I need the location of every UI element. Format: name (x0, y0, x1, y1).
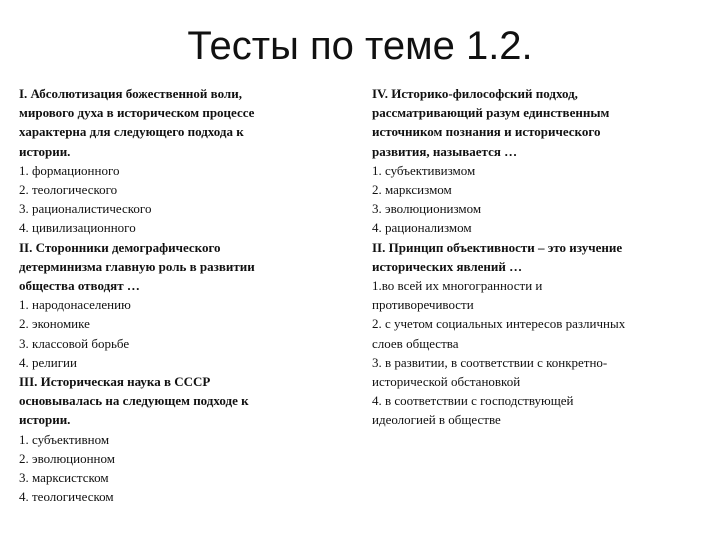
answer-line: 4. рационализмом (372, 220, 472, 236)
question-line: IV. Историко-философский подход, (372, 86, 578, 101)
question-line: мирового духа в историческом процессе (19, 105, 255, 121)
answer-line: 3. в развитии, в соответствии с конкретно- (372, 354, 608, 370)
question-text (372, 84, 702, 161)
right-column (372, 84, 702, 430)
question-block (19, 84, 349, 238)
question-text (19, 238, 349, 296)
answer-line: 1. субъективизмом (372, 162, 476, 178)
answer-option (372, 199, 702, 218)
question-text (19, 84, 349, 161)
question-line: истории. (19, 412, 71, 428)
question-line: общества отводят … (19, 278, 140, 294)
answer-option (372, 180, 702, 199)
answer-line: 4. цивилизационного (19, 220, 136, 236)
answer-line: 3. классовой борьбе (19, 335, 130, 351)
answer-option (19, 334, 349, 353)
question-line: III. Историческая наука в СССР (19, 374, 211, 390)
answer-line: 3. эволюционизмом (372, 201, 482, 217)
question-line: исторических явлений … (372, 258, 523, 274)
answer-line: идеологией в обществе (372, 412, 501, 428)
answer-option (372, 314, 702, 352)
answer-option (19, 468, 349, 487)
answer-line: противоречивости (372, 297, 474, 313)
answer-line: 4. теологическом (19, 489, 114, 505)
answer-option (19, 314, 349, 333)
answer-line: 4. в соответствии с господствующей (372, 393, 574, 409)
answer-option (372, 276, 702, 314)
question-block (19, 372, 349, 506)
answer-line: 1. субъективном (19, 431, 110, 447)
answer-option (372, 218, 702, 237)
question-line: I. Абсолютизация божественной воли, (19, 86, 242, 101)
answer-option (19, 180, 349, 199)
answer-line: 2. марксизмом (372, 182, 452, 198)
answer-option (19, 487, 349, 506)
answer-option (19, 449, 349, 468)
slide-title: Тесты по теме 1.2. (187, 24, 533, 68)
question-line: детерминизма главную роль в развитии (19, 258, 255, 274)
question-line: рассматривающий разум единственным (372, 105, 610, 121)
answer-option (19, 199, 349, 218)
answer-option (372, 391, 702, 429)
question-block (19, 238, 349, 372)
answer-line: 1. формационного (19, 162, 120, 178)
question-line: развития, называется … (372, 143, 518, 159)
question-text (19, 372, 349, 430)
question-block (372, 238, 702, 430)
answer-line: 1.во всей их многогранности и (372, 278, 543, 294)
question-line: II. Сторонники демографического (19, 239, 221, 255)
answer-option (19, 295, 349, 314)
answer-line: 2. эволюционном (19, 450, 115, 466)
answer-option (19, 353, 349, 372)
answer-line: 4. религии (19, 354, 77, 370)
answer-option (19, 430, 349, 449)
answer-option (19, 218, 349, 237)
answer-line: слоев общества (372, 335, 459, 351)
answer-line: 3. рационалистического (19, 201, 152, 217)
answer-line: 3. марксистском (19, 470, 109, 486)
question-line: основывалась на следующем подходе к (19, 393, 249, 409)
answer-line: 2. экономике (19, 316, 90, 332)
answer-option (372, 161, 702, 180)
answer-line: исторической обстановкой (372, 374, 521, 390)
left-column (19, 84, 349, 506)
question-block (372, 84, 702, 238)
question-line: характерна для следующего подхода к (19, 124, 244, 140)
question-line: II. Принцип объективности – это изучение (372, 239, 623, 255)
question-line: источником познания и исторического (372, 124, 601, 140)
answer-option (19, 161, 349, 180)
answer-line: 2. с учетом социальных интересов различных (372, 316, 626, 332)
question-line: истории. (19, 143, 71, 159)
answer-option (372, 353, 702, 391)
answer-line: 2. теологического (19, 182, 118, 198)
question-text (372, 238, 702, 276)
answer-line: 1. народонаселению (19, 297, 131, 313)
